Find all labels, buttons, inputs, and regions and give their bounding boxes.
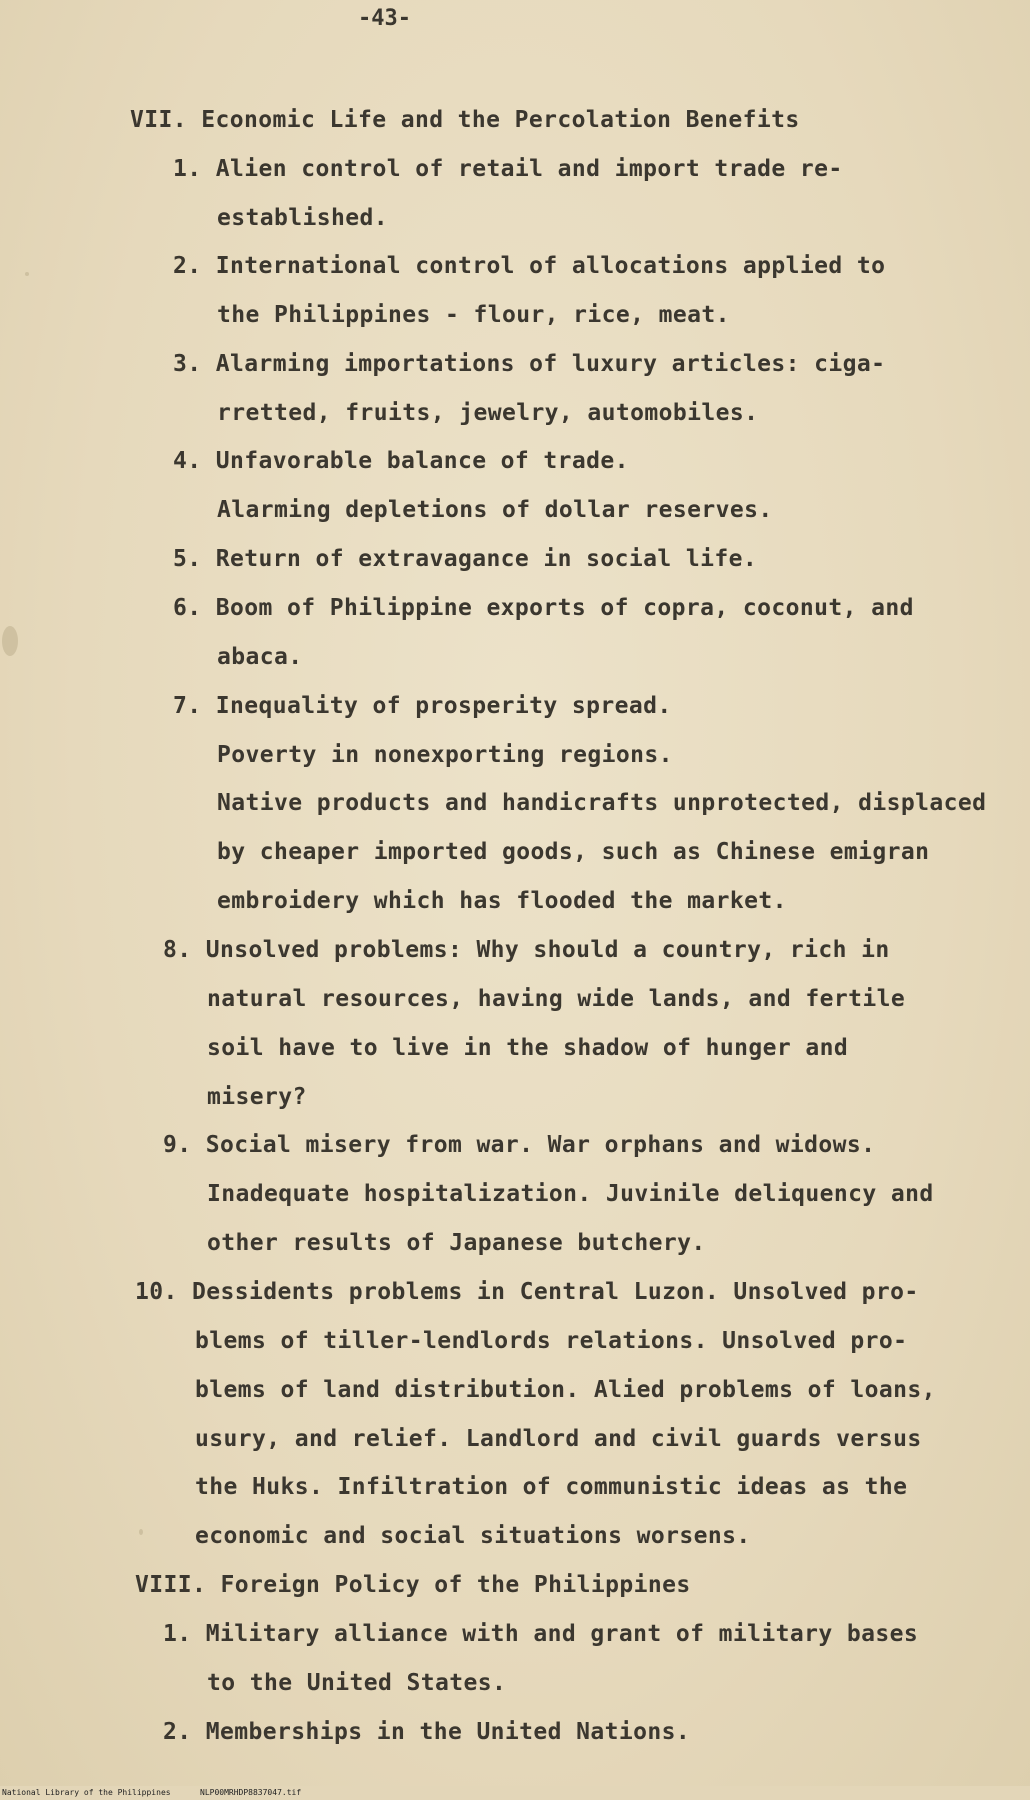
scan-footer	[0, 1786, 1030, 1800]
text-line: the Huks. Infiltration of communistic ideas as the	[195, 1474, 908, 1500]
page-number: -43-	[358, 6, 411, 31]
text-line: Native products and handicrafts unprotected, displaced	[217, 790, 987, 816]
text-line: usury, and relief. Landlord and civil guards versus	[195, 1426, 922, 1452]
text-line: 2. Memberships in the United Nations.	[163, 1719, 691, 1745]
text-line: the Philippines - flour, rice, meat.	[217, 302, 730, 328]
paper-speck	[139, 1529, 143, 1535]
text-line: misery?	[207, 1084, 307, 1110]
text-line: 7. Inequality of prosperity spread.	[173, 693, 672, 719]
section-heading-vii: VII. Economic Life and the Percolation Benefits	[130, 107, 800, 133]
text-line: 4. Unfavorable balance of trade.	[173, 448, 629, 474]
text-line: other results of Japanese butchery.	[207, 1230, 706, 1256]
footer-file: NLP00MRHDP8837047.tif	[200, 1788, 302, 1797]
text-line: 2. International control of allocations applied to	[173, 253, 886, 279]
paper-stain	[2, 626, 18, 656]
text-line: blems of tiller-lendlords relations. Unsolved pro-	[195, 1328, 908, 1354]
text-line: to the United States.	[207, 1670, 507, 1696]
text-line: 3. Alarming importations of luxury articles: ciga-	[173, 351, 886, 377]
text-line: soil have to live in the shadow of hunger and	[207, 1035, 849, 1061]
text-line: 10. Dessidents problems in Central Luzon. Unsolved pro-	[135, 1279, 919, 1305]
text-line: abaca.	[217, 644, 303, 670]
text-line: rretted, fruits, jewelry, automobiles.	[217, 400, 759, 426]
text-line: 8. Unsolved problems: Why should a country, rich in	[163, 937, 890, 963]
text-line: Inadequate hospitalization. Juvinile deliquency and	[207, 1181, 934, 1207]
text-line: natural resources, having wide lands, and fertile	[207, 986, 906, 1012]
text-line: established.	[217, 205, 388, 231]
text-line: 5. Return of extravagance in social life.	[173, 546, 758, 572]
text-line: 9. Social misery from war. War orphans and widows.	[163, 1132, 876, 1158]
text-line: blems of land distribution. Alied problems of loans,	[195, 1377, 936, 1403]
text-line: embroidery which has flooded the market.	[217, 888, 787, 914]
text-line: economic and social situations worsens.	[195, 1523, 751, 1549]
section-heading-viii: VIII. Foreign Policy of the Philippines	[135, 1572, 691, 1598]
text-line: 1. Military alliance with and grant of military bases	[163, 1621, 919, 1647]
text-line: 6. Boom of Philippine exports of copra, coconut, and	[173, 595, 914, 621]
footer-library: National Library of the Philippines	[2, 1788, 171, 1797]
text-line: 1. Alien control of retail and import trade re-	[173, 156, 843, 182]
text-line: Poverty in nonexporting regions.	[217, 742, 673, 768]
text-line: Alarming depletions of dollar reserves.	[217, 497, 773, 523]
paper-speck	[25, 272, 29, 276]
text-line: by cheaper imported goods, such as Chinese emigran	[217, 839, 930, 865]
